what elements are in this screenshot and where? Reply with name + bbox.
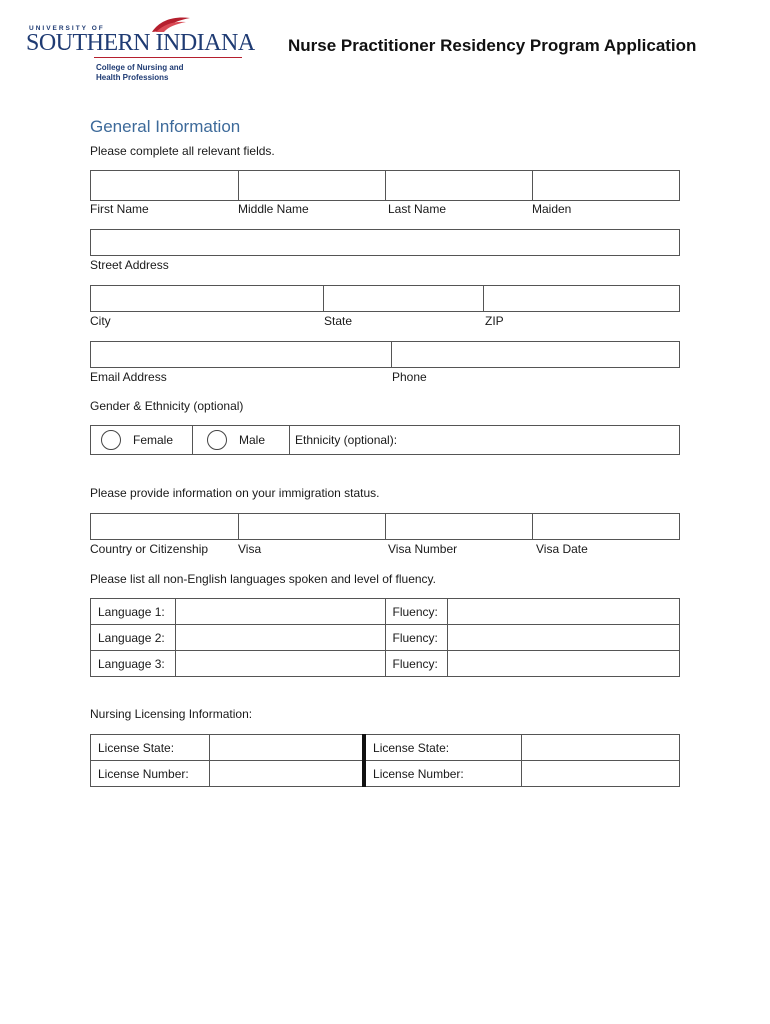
maiden-name-field[interactable] xyxy=(533,171,679,200)
immigration-intro: Please provide information on your immigration status. xyxy=(90,486,380,500)
section-heading-general: General Information xyxy=(90,117,241,136)
fluency-label: Fluency: xyxy=(385,651,447,677)
licensing-intro: Nursing Licensing Information: xyxy=(90,707,253,721)
table-row xyxy=(91,761,680,787)
language-label: Language 2: xyxy=(91,625,176,651)
email-phone-row xyxy=(90,341,680,368)
female-label: Female xyxy=(133,433,174,447)
ethnicity-field[interactable] xyxy=(290,426,679,454)
fluency-label: Fluency: xyxy=(385,599,447,625)
language-input[interactable] xyxy=(175,625,385,651)
last-name-field[interactable] xyxy=(386,171,533,200)
middle-name-field[interactable] xyxy=(239,171,386,200)
visa-date-field[interactable] xyxy=(533,514,679,539)
city-label: City xyxy=(90,314,111,328)
phone-label: Phone xyxy=(392,370,427,384)
state-field[interactable] xyxy=(324,286,484,311)
last-name-label: Last Name xyxy=(388,202,447,216)
licensing-table xyxy=(90,734,680,787)
logo-wordmark: SOUTHERN INDIANA xyxy=(26,30,255,56)
gender-heading: Gender & Ethnicity (optional) xyxy=(90,399,244,413)
country-field[interactable] xyxy=(91,514,239,539)
table-row xyxy=(91,735,680,761)
city-state-zip-row xyxy=(90,285,680,312)
visa-label: Visa xyxy=(238,542,262,556)
city-field[interactable] xyxy=(91,286,324,311)
license-state-label: License State: xyxy=(91,735,210,761)
language-label: Language 3: xyxy=(91,651,176,677)
fluency-input[interactable] xyxy=(447,651,680,677)
male-label: Male xyxy=(239,433,266,447)
general-intro: Please complete all relevant fields. xyxy=(90,144,275,158)
document-title: Nurse Practitioner Residency Program Application xyxy=(288,36,697,55)
table-row xyxy=(91,625,680,651)
logo-college-line2: Health Professions xyxy=(96,73,169,82)
languages-intro: Please list all non-English languages spoken and level of fluency. xyxy=(90,572,436,586)
visa-date-label: Visa Date xyxy=(536,542,588,556)
name-fields-row xyxy=(90,170,680,201)
street-address-label: Street Address xyxy=(90,258,169,272)
logo-college-line1: College of Nursing and xyxy=(96,63,184,72)
street-address-field[interactable] xyxy=(90,229,680,256)
license-number-label: License Number: xyxy=(364,761,522,787)
male-radio-icon[interactable] xyxy=(207,430,227,450)
license-number-label: License Number: xyxy=(91,761,210,787)
zip-label: ZIP xyxy=(485,314,504,328)
license-state-label: License State: xyxy=(364,735,522,761)
state-label: State xyxy=(324,314,353,328)
fluency-input[interactable] xyxy=(447,599,680,625)
first-name-label: First Name xyxy=(90,202,149,216)
fluency-input[interactable] xyxy=(447,625,680,651)
license-state-input[interactable] xyxy=(209,735,364,761)
middle-name-label: Middle Name xyxy=(238,202,309,216)
immigration-row xyxy=(90,513,680,540)
female-option[interactable] xyxy=(91,426,193,454)
languages-table xyxy=(90,598,680,677)
license-number-input[interactable] xyxy=(209,761,364,787)
email-field[interactable] xyxy=(91,342,392,367)
logo-university-text: UNIVERSITY OF xyxy=(29,25,105,32)
language-input[interactable] xyxy=(175,599,385,625)
table-row xyxy=(91,599,680,625)
gender-ethnicity-row xyxy=(90,425,680,455)
language-input[interactable] xyxy=(175,651,385,677)
fluency-label: Fluency: xyxy=(385,625,447,651)
maiden-name-label: Maiden xyxy=(532,202,572,216)
table-row xyxy=(91,651,680,677)
visa-field[interactable] xyxy=(239,514,386,539)
first-name-field[interactable] xyxy=(91,171,239,200)
language-label: Language 1: xyxy=(91,599,176,625)
license-number-input[interactable] xyxy=(522,761,680,787)
visa-number-field[interactable] xyxy=(386,514,533,539)
female-radio-icon[interactable] xyxy=(101,430,121,450)
license-state-input[interactable] xyxy=(522,735,680,761)
country-label: Country or Citizenship xyxy=(90,542,209,556)
visa-number-label: Visa Number xyxy=(388,542,458,556)
male-option[interactable] xyxy=(193,426,290,454)
ethnicity-label: Ethnicity (optional): xyxy=(295,433,398,447)
zip-field[interactable] xyxy=(484,286,679,311)
logo-college-name xyxy=(96,63,184,83)
email-label: Email Address xyxy=(90,370,167,384)
phone-field[interactable] xyxy=(392,342,679,367)
logo-divider xyxy=(94,57,242,58)
